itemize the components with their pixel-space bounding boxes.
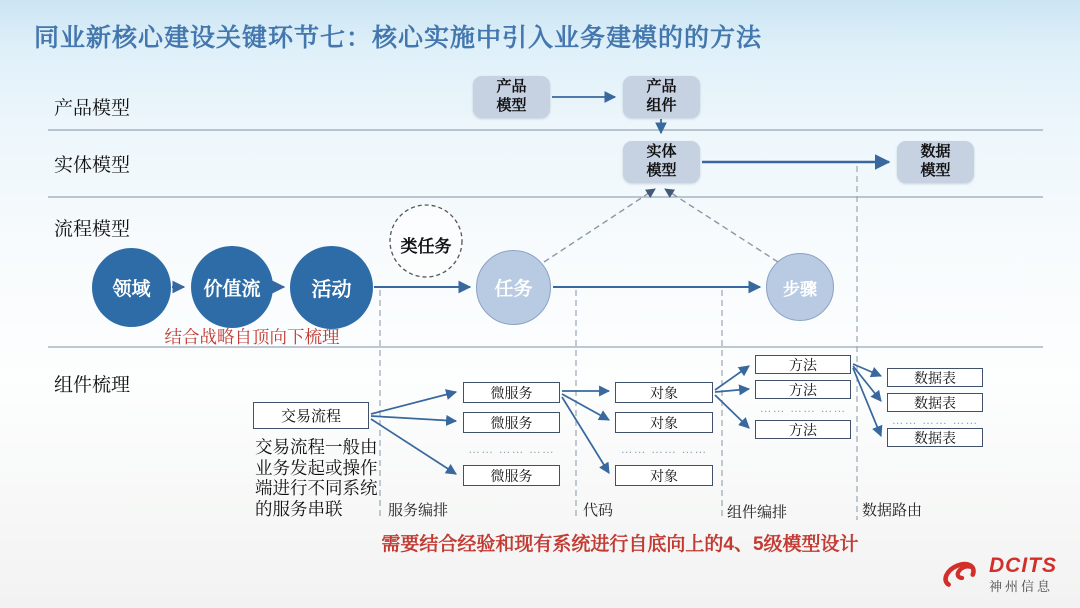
entity-dashed-arrows [544,189,778,262]
value-stream-circle: 价值流 [191,246,273,328]
transaction-description: 交易流程一般由业务发起或操作端进行不同系统的服务串联 [255,437,378,519]
product-component-box-line2: 组件 [646,97,677,114]
datatable-box-1: 数据表 [887,368,983,387]
top-down-note: 结合战略自顶向下梳理 [164,327,340,347]
activity-circle: 活动 [290,246,373,329]
microservice-box-2: 微服务 [463,412,560,433]
entity-model-box [623,141,700,183]
object-ellipsis: …… …… …… [620,442,708,456]
datatable-ellipsis: …… …… …… [891,413,979,427]
step-circle: 步骤 [766,253,834,321]
transaction-flow-box: 交易流程 [253,402,369,429]
product-component-box-line1: 产品 [646,78,677,96]
bottom-up-note: 需要结合经验和现有系统进行自底向上的4、5级模型设计 [381,534,859,555]
microservice-box-1: 微服务 [463,382,560,403]
object-box-3: 对象 [615,465,713,486]
entity-model-box-line1: 实体 [646,143,677,161]
method-box-3: 方法 [755,420,851,439]
microservice-box-3: 微服务 [463,465,560,486]
method-box-1: 方法 [755,355,851,374]
data-model-box [897,141,974,183]
column-label-code: 代码 [583,502,614,519]
page-title: 同业新核心建设关键环节七：核心实施中引入业务建模的的方法 [34,24,763,52]
microservice-ellipsis: …… …… …… [468,442,555,456]
row-label-product-model: 产品模型 [54,98,131,119]
row-label-entity-model: 实体模型 [54,155,131,176]
row-label-component-sort: 组件梳理 [54,375,131,396]
product-model-box-line1: 产品 [496,78,527,96]
object-box-1: 对象 [615,382,713,403]
domain-circle: 领域 [92,248,171,327]
column-label-component-orchestration: 组件编排 [727,504,788,521]
method-box-2: 方法 [755,380,851,399]
method-ellipsis: …… …… …… [759,401,847,415]
task-circle: 任务 [476,250,551,325]
data-model-box-line1: 数据 [920,143,951,161]
dcits-logo [938,552,1057,596]
product-model-box-line2: 模型 [496,97,527,114]
datatable-box-2: 数据表 [887,393,983,412]
datatable-box-3: 数据表 [887,428,983,447]
object-box-2: 对象 [615,412,713,433]
dcits-swirl-icon [938,552,982,596]
product-model-box [473,76,550,118]
entity-model-box-line2: 模型 [646,162,677,179]
task-like-label: 类任务 [400,237,452,256]
product-component-box [623,76,700,118]
data-model-box-line2: 模型 [920,162,951,179]
column-label-data-routing: 数据路由 [862,502,923,519]
row-label-process-model: 流程模型 [54,219,131,240]
row-divider-lines [48,130,1043,347]
logo-brand-text: DCITS [989,554,1057,577]
logo-company-text: 神州信息 [989,579,1054,594]
column-label-service-orchestration: 服务编排 [388,502,449,519]
